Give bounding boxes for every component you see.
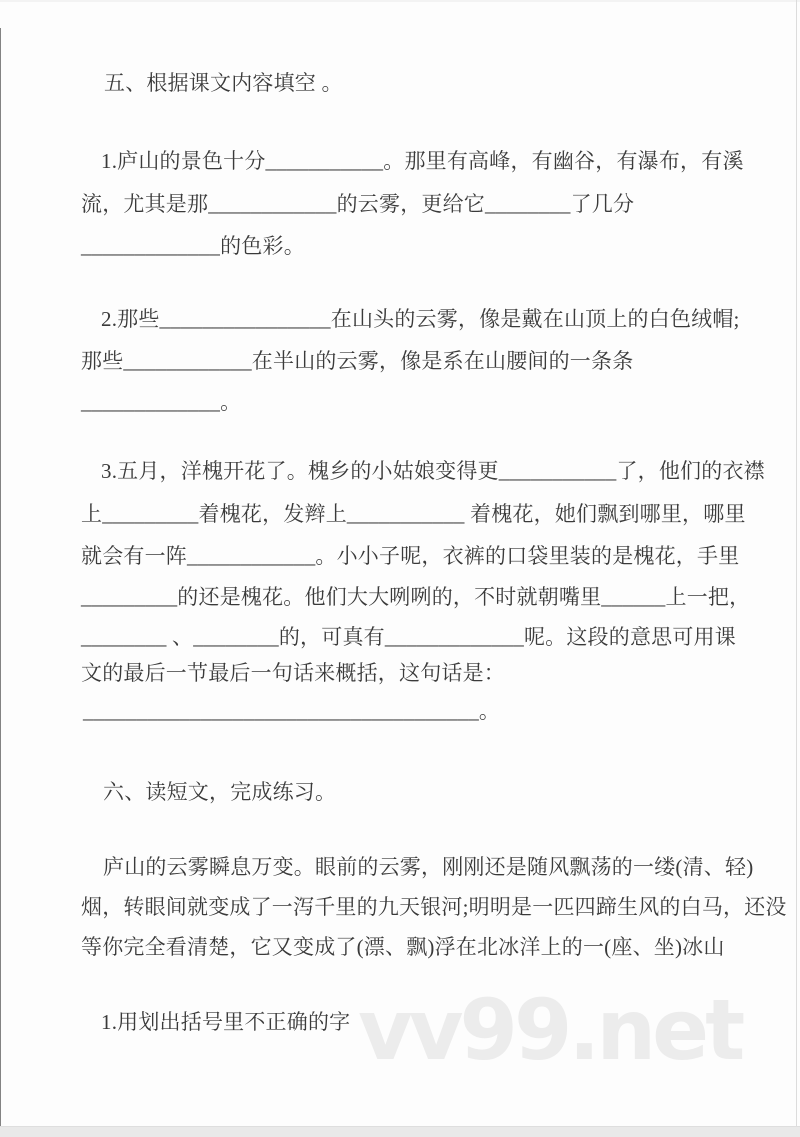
q1-line1: 1.庐山的景色十分___________。那里有高峰，有幽谷，有瀑布，有溪: [101, 149, 744, 173]
section6-heading: 六、读短文，完成练习。: [103, 780, 337, 804]
passage-line3: 等你完全看清楚，它又变成了(漂、飘)浮在北冰洋上的一(座、坐)冰山: [81, 935, 725, 959]
q3-line2: 上_________着槐花，发辫上___________ 着槐花，她们飘到哪里，哪里: [81, 502, 746, 526]
q1-line3: _____________的色彩。: [81, 234, 305, 258]
q3-line5: ________ 、________的，可真有_____________呢。这段的意思可用课: [81, 625, 736, 649]
section6-exercise1: 1.用划出括号里不正确的字: [101, 1010, 351, 1034]
q3-line3: 就会有一阵____________。小小子呢，衣裤的口袋里装的是槐花，手里: [81, 544, 740, 568]
q2-line1: 2.那些________________在山头的云雾，像是戴在山顶上的白色绒帽;: [101, 307, 740, 331]
q3-line6: 文的最后一节最后一句话来概括，这句话是：: [81, 661, 505, 685]
section5-heading: 五、根据课文内容填空 。: [104, 71, 343, 95]
q2-line2: 那些____________在半山的云雾，像是系在山腰间的一条条: [81, 349, 634, 373]
q2-line3: _____________。: [81, 390, 242, 414]
passage-line1: 庐山的云雾瞬息万变。眼前的云雾，刚刚还是随风飘荡的一缕(清、轻): [103, 855, 754, 879]
q3-line1: 3.五月，洋槐开花了。槐乡的小姑娘变得更___________了，他们的衣襟: [101, 459, 765, 483]
viewer-bottom-strip: [0, 1126, 800, 1137]
page-right-edge-line: [796, 0, 797, 1137]
q3-answer-blank-line: _____________________________________。: [83, 699, 501, 723]
scan-left-edge-line: [0, 28, 1, 1128]
q3-line4: _________的还是槐花。他们大大咧咧的，不时就朝嘴里______上一把，: [81, 585, 751, 609]
q1-line2: 流，尤其是那____________的云雾，更给它________了几分: [81, 192, 635, 216]
watermark: vv99.net: [358, 981, 742, 1079]
page-top-hairline: [0, 0, 800, 2]
passage-line2: 烟，转眼间就变成了一泻千里的九天银河;明明是一匹四蹄生风的白马，还没: [81, 895, 787, 919]
